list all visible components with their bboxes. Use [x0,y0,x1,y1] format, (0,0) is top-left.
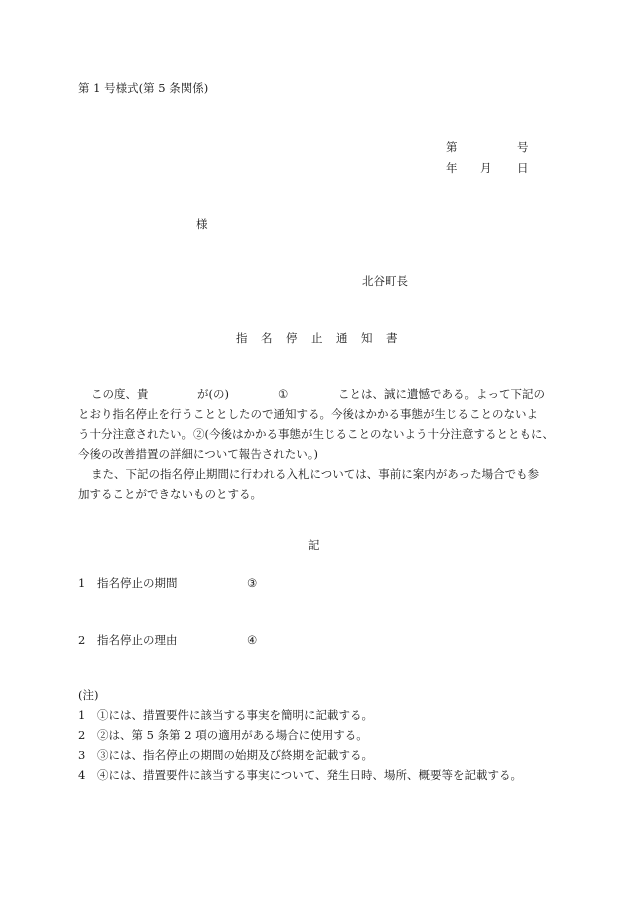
item-number: 1 [78,576,86,590]
note-number: 1 [78,708,86,722]
body-line-4: 今後の改善措置の詳細について報告されたい。) [78,447,319,461]
item-mark: ③ [247,576,258,590]
item-label: 指名停止の理由 [97,633,178,647]
item-number: 2 [78,633,86,647]
title-char: 通 [336,331,348,345]
date-day-label: 日 [517,161,529,175]
note-text: ④には、措置要件に該当する事実について、発生日時、場所、概要等を記載する。 [97,768,523,782]
body-line-1-part-b: が(の) [197,387,229,401]
title-char: 書 [386,331,398,345]
date-year-label: 年 [446,161,458,175]
reference-number-suffix: 号 [517,140,529,154]
body-line-5: また、下記の指名停止期間に行われる入札については、事前に案内があった場合でも参 [91,467,540,481]
title-char: 指 [236,331,248,345]
note-text: ②は、第 5 条第 2 項の適用がある場合に使用する。 [97,728,368,742]
reference-number-prefix: 第 [446,140,458,154]
addressee-honorific: 様 [196,217,208,231]
note-number: 3 [78,748,86,762]
body-line-2: とおり指名停止を行うこととしたので通知する。今後はかかる事態が生じることのないよ [78,407,538,421]
note-text: ①には、措置要件に該当する事実を簡明に記載する。 [97,708,373,722]
sender-name: 北谷町長 [362,274,408,288]
body-line-1-circled-1: ① [278,387,289,401]
ki-heading: 記 [308,538,320,552]
body-line-1-part-a: この度、貴 [91,387,149,401]
item-label: 指名停止の期間 [97,576,178,590]
title-char: 名 [261,331,273,345]
notes-heading: (注) [78,688,99,702]
body-line-6: 加することができないものとする。 [78,487,262,501]
note-text: ③には、指名停止の期間の始期及び終期を記載する。 [97,748,373,762]
title-char: 停 [286,331,298,345]
title-char: 止 [311,331,323,345]
note-number: 2 [78,728,86,742]
body-line-3: う十分注意されたい。②(今後はかかる事態が生じることのないよう十分注意するとともに、 [78,427,554,441]
date-month-label: 月 [480,161,492,175]
title-char: 知 [361,331,373,345]
note-number: 4 [78,768,86,782]
body-line-1-part-d: ことは、誠に遺憾である。よって下記の [338,387,545,401]
item-mark: ④ [247,633,258,647]
form-label: 第 1 号様式(第 5 条関係) [78,81,209,95]
